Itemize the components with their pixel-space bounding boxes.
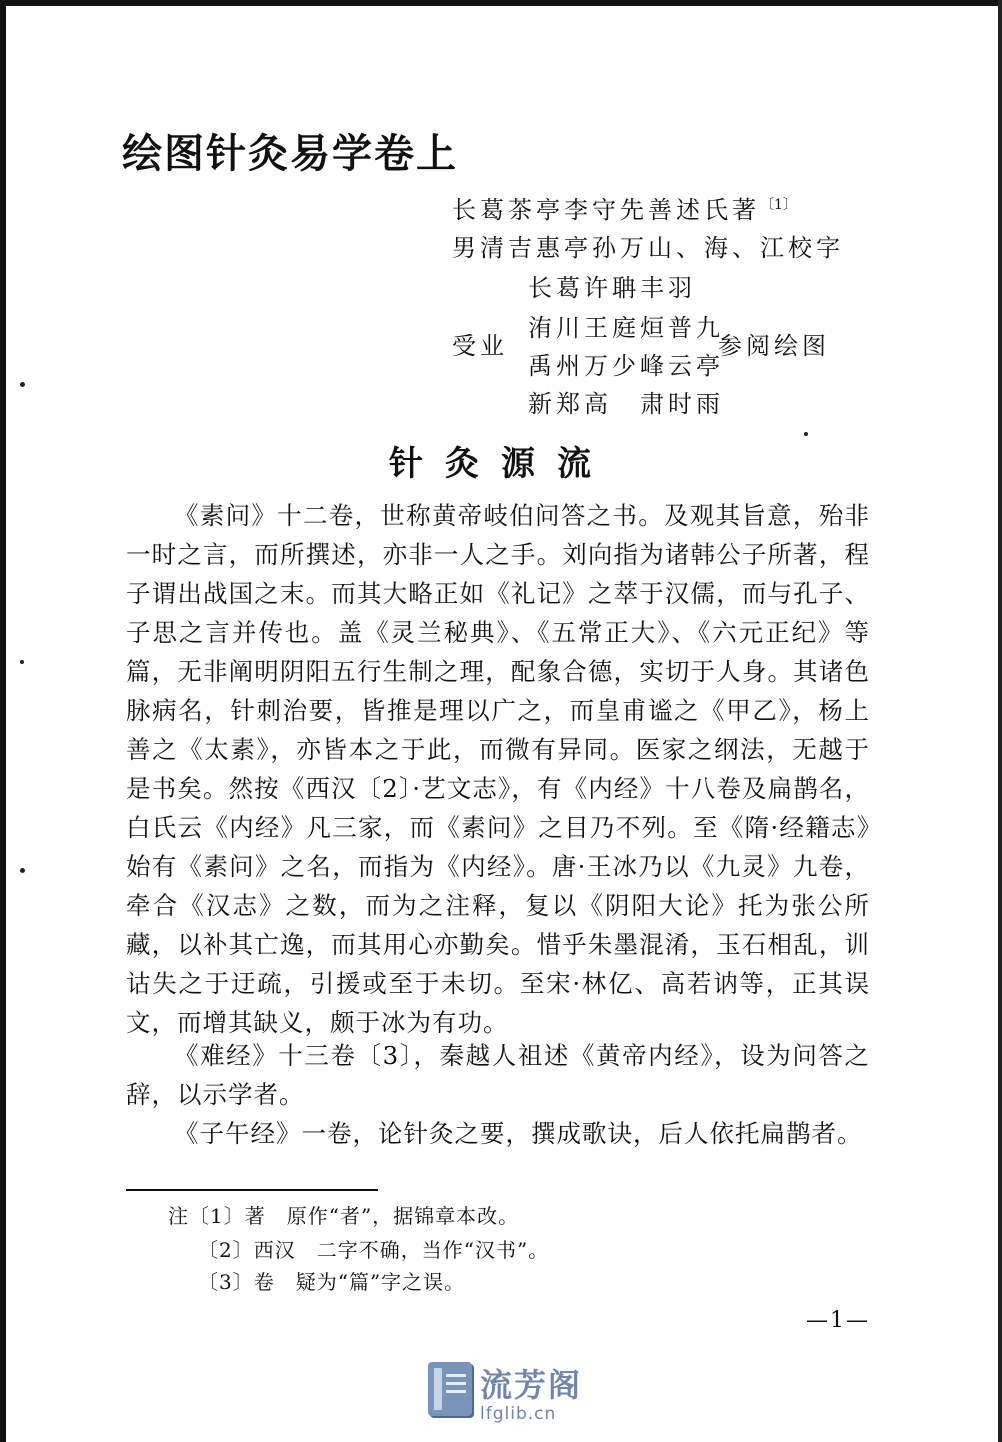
watermark-logo bbox=[428, 1360, 588, 1426]
author-line: 长葛茶亭李守先善述氏著 bbox=[452, 196, 760, 224]
scan-speck bbox=[20, 868, 25, 873]
scan-border-right bbox=[998, 0, 1002, 1442]
disciple-name-3: 禹州万少峰云亭 bbox=[528, 352, 724, 380]
scan-speck bbox=[20, 382, 25, 387]
book-icon bbox=[428, 1362, 472, 1416]
author-credit bbox=[452, 190, 797, 225]
section-title: 针灸源流 bbox=[389, 444, 613, 484]
paragraph-nanjing: 《难经》十三卷〔3〕，秦越人祖述《黄帝内经》，设为问答之辞，以示学者。 bbox=[126, 1041, 870, 1109]
disciple-name-2: 洧川王庭烜普九 bbox=[528, 314, 724, 342]
page-number: —1— bbox=[806, 1308, 870, 1333]
watermark-name: 流芳阁 bbox=[480, 1366, 583, 1404]
paragraph-ziwujing: 《子午经》一卷，论针灸之要，撰成歌诀，后人依托扁鹊者。 bbox=[174, 1119, 863, 1148]
scan-speck bbox=[20, 660, 24, 664]
book-title: 绘图针灸易学卷上 bbox=[122, 131, 458, 177]
role-label: 参阅绘图 bbox=[718, 332, 830, 360]
author-note-marker: 〔1〕 bbox=[760, 197, 797, 213]
watermark-site: lfglib.cn bbox=[480, 1404, 557, 1424]
shouye-label: 受业 bbox=[452, 332, 508, 360]
disciple-name-4: 新郑高 肃时雨 bbox=[528, 390, 724, 418]
disciple-name-1: 长葛许聃丰羽 bbox=[528, 274, 696, 302]
footnote-rule bbox=[126, 1189, 378, 1191]
proofreader-line: 男清吉惠亭孙万山、海、江校字 bbox=[452, 234, 844, 262]
footnote-3: 〔3〕卷 疑为“篇”字之误。 bbox=[198, 1270, 466, 1294]
scan-speck bbox=[804, 432, 808, 436]
scan-border-top bbox=[0, 0, 1002, 6]
paragraph-suwen: 《素问》十二卷，世称黄帝岐伯问答之书。及观其旨意，殆非一时之言，而所撰述，亦非一人之手。刘向指为诸韩公子所著，程子谓出战国之末。而其大略正如《礼记》之萃于汉儒，而与孔子、子思之言并传也。盖《灵兰秘典》、《五常正大》、《六元正纪》等篇，无非阐明阴阳五行生制之理，配象合德，实切于人身。其诸色脉病名，针刺治要，皆推是理以广之，而皇甫谧之《甲乙》，杨上善之《太素》，亦皆本之于此，而微有异同。医家之纲法，无越于是书矣。然按《西汉〔2〕·艺文志》，有《内经》十八卷及扁鹊名，白氏云《内经》凡三家，而《素问》之目乃不列。至《隋·经籍志》始有《素问》之名，而指为《内经》。唐·王冰乃以《九灵》九卷，牵合《汉志》之数，而为之注释，复以《阴阳大论》托为张公所藏，以补其亡逸，而其用心亦勤矣。惜乎朱墨混淆，玉石相乱，训诂失之于迂疏，引援或至于未切。至宋·林亿、高若讷等，正其误文，而增其缺义，颇于冰为有功。 bbox=[126, 501, 870, 1037]
footnote-1: 注〔1〕著 原作“者”，据锦章本改。 bbox=[168, 1204, 520, 1228]
footnote-2: 〔2〕西汉 二字不确，当作“汉书”。 bbox=[198, 1238, 550, 1262]
scan-border-left bbox=[0, 0, 6, 1442]
